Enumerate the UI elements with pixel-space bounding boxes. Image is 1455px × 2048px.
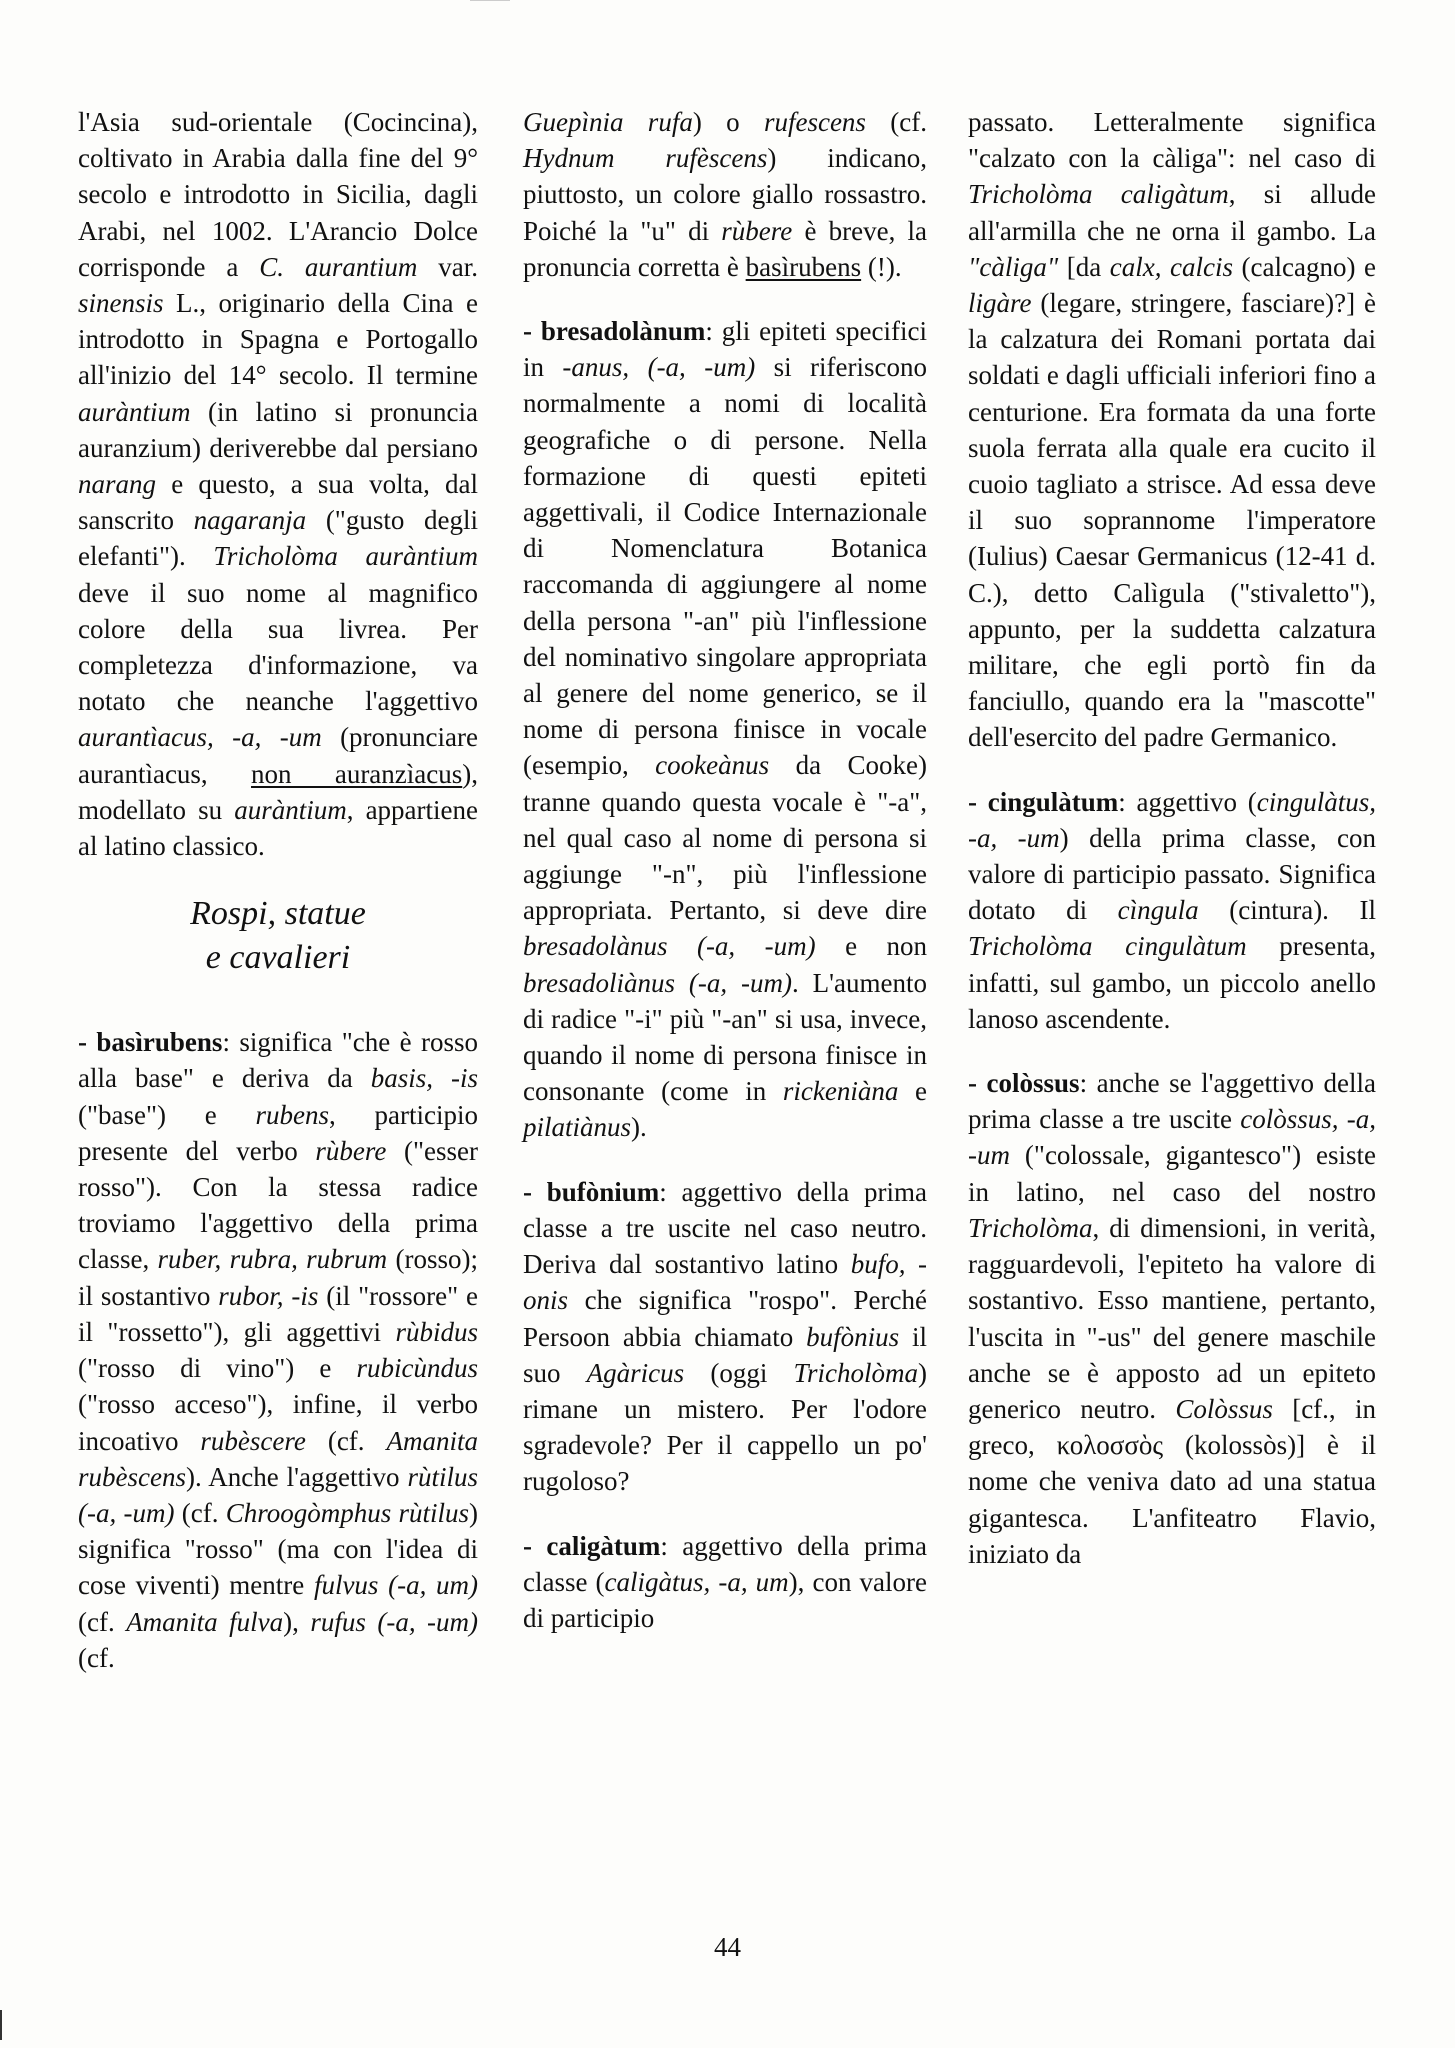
entry-caligatum: - caligàtum: aggettivo della prima classe (caligàtus, -a, um), con valore di participio [523,1530,927,1633]
page-number: 44 [714,1932,741,1962]
section-heading [78,892,478,980]
paragraph-intro: l'Asia sud-orientale (Cocincina), coltivato in Arabia dalla fine del 9° secolo e introdotto in Sicilia, dagli Arabi, nel 1002. L'Arancio Dolce corrisponde a C. aurantium var. sinensis L., originario della Cina e introdotto in Spagna e Portogallo all'inizio del 14° secolo. Il termine auràntium (in latino si pronuncia auranzium) deriverebbe dal persiano narang e questo, a sua volta, dal sanscrito nagaranja ("gusto degli elefanti"). Tricholòma auràntium deve il suo nome al magnifico colore della sua livrea. Per completezza d'informazione, va notato che neanche l'aggettivo aurantìacus, -a, -um (pronunciare aurantìacus, non auranzìacus), modellato su auràntium, appartiene al latino classico. [78,107,479,862]
entry-cingulatum: - cingulàtum: aggettivo (cingulàtus, -a, -um) della prima classe, con valore di participio passato. Significa dotato di cìngula (cintura). Il Tricholòma cingulàtum presenta, infatti, sul gambo, un piccolo anello lanoso ascendente. [968,786,1376,1034]
scan-edge-artifact [0,2010,2,2040]
entry-bufonium: - bufònium: aggettivo della prima classe a tre uscite nel caso neutro. Deriva dal sostantivo latino bufo, -onis che significa "rospo". Perché Persoon abbia chiamato bufònius il suo Agàricus (oggi Tricholòma) rimane un mistero. Per l'odore sgradevole? Per il cappello un po' rugoloso? [523,1176,927,1497]
entry-colossus: - colòssus: anche se l'aggettivo della prima classe a tre uscite colòssus, -a, -um ("colossale, gigantesco") esiste in latino, nel caso del nostro Tricholòma, di dimensioni, in verità, ragguardevoli, l'epiteto ha valore di sostantivo. Esso mantiene, pertanto, l'uscita in "-us" del genere maschile anche se è apposto ad un epiteto generico neutro. Colòssus [cf., in greco, κολοσσὸς (kolossòs)] è il nome che veniva dato ad una statua gigantesca. L'anfiteatro Flavio, iniziato da [968,1068,1377,1569]
column-2 [523,104,927,1664]
entry-basirubens: - basìrubens: significa "che è rosso alla base" e deriva da basis, -is ("base") e rubens, participio presente del verbo rùbere ("esser rosso"). Con la stessa radice troviamo l'aggettivo della prima classe, ruber, rubra, rubrum (rosso); il sostantivo rubor, -is (il "rossore" e il "rossetto"), gli aggettivi rùbidus ("rosso di vino") e rubicùndus ("rosso acceso"), infine, il verbo incoativo rubèscere (cf. Amanita rubèscens). Anche l'aggettivo rùtilus (-a, -um) (cf. Chroogòmphus rùtilus) significa "rosso" (ma con l'idea di cose viventi) mentre fulvus (-a, um) (cf. Amanita fulva), rufus (-a, -um) (cf. [78,1027,479,1673]
column-1 [78,104,478,1704]
section-heading-line1: Rospi, statue [190,895,366,933]
entry-bresadolanum: - bresadolànum: gli epiteti specifici in -anus, (-a, -um) si riferiscono normalmente a nomi di località geografiche o di persone. Nella formazione di questi epiteti aggettivali, il Codice Internazionale di Nomenclatura Botanica raccomanda di aggiungere al nome della persona "-an" più l'inflessione del nominativo singolare appropriata al genere del nome generico, se il nome di persona finisce in vocale (esempio, cookeànus da Cooke) tranne quando questa vocale è "-a", nel qual caso al nome di persona si aggiunge "-n", più l'inflessione appropriata. Pertanto, si deve dire bresadolànus (-a, -um) e non bresadoliànus (-a, -um). L'aumento di radice "-i" più "-an" si usa, invece, quando il nome di persona finisce in consonante (come in rickeniàna e pilatiànus). [523,316,928,1143]
paragraph-continuation: passato. Letteralmente significa "calzato con la càliga": nel caso di Tricholòma caligàtum, si allude all'armilla che ne orna il gambo. La "càliga" [da calx, calcis (calcagno) e ligàre (legare, stringere, fasciare)?] è la calzatura dei Romani portata dai soldati e dagli ufficiali inferiori fino a centurione. Era formata da una forte suola ferrata alla quale era cucito il cuoio tagliato a strisce. Ad essa deve il suo soprannome l'imperatore (Iulius) Caesar Germanicus (12-41 d. C.), detto Calìgula ("stivaletto"), appunto, per la suddetta calzatura militare, che egli portò fin da fanciullo, quando era la "mascotte" dell'esercito del padre Germanico. [968,107,1376,753]
paragraph-continuation: Guepìnia rufa) o rufescens (cf. Hydnum rufèscens) indicano, piuttosto, un colore giallo rossastro. Poiché la "u" di rùbere è breve, la pronuncia corretta è basìrubens (!). [523,107,927,282]
column-3 [968,104,1376,1600]
scan-artifact [470,0,510,11]
section-heading-line2: e cavalieri [205,939,351,977]
